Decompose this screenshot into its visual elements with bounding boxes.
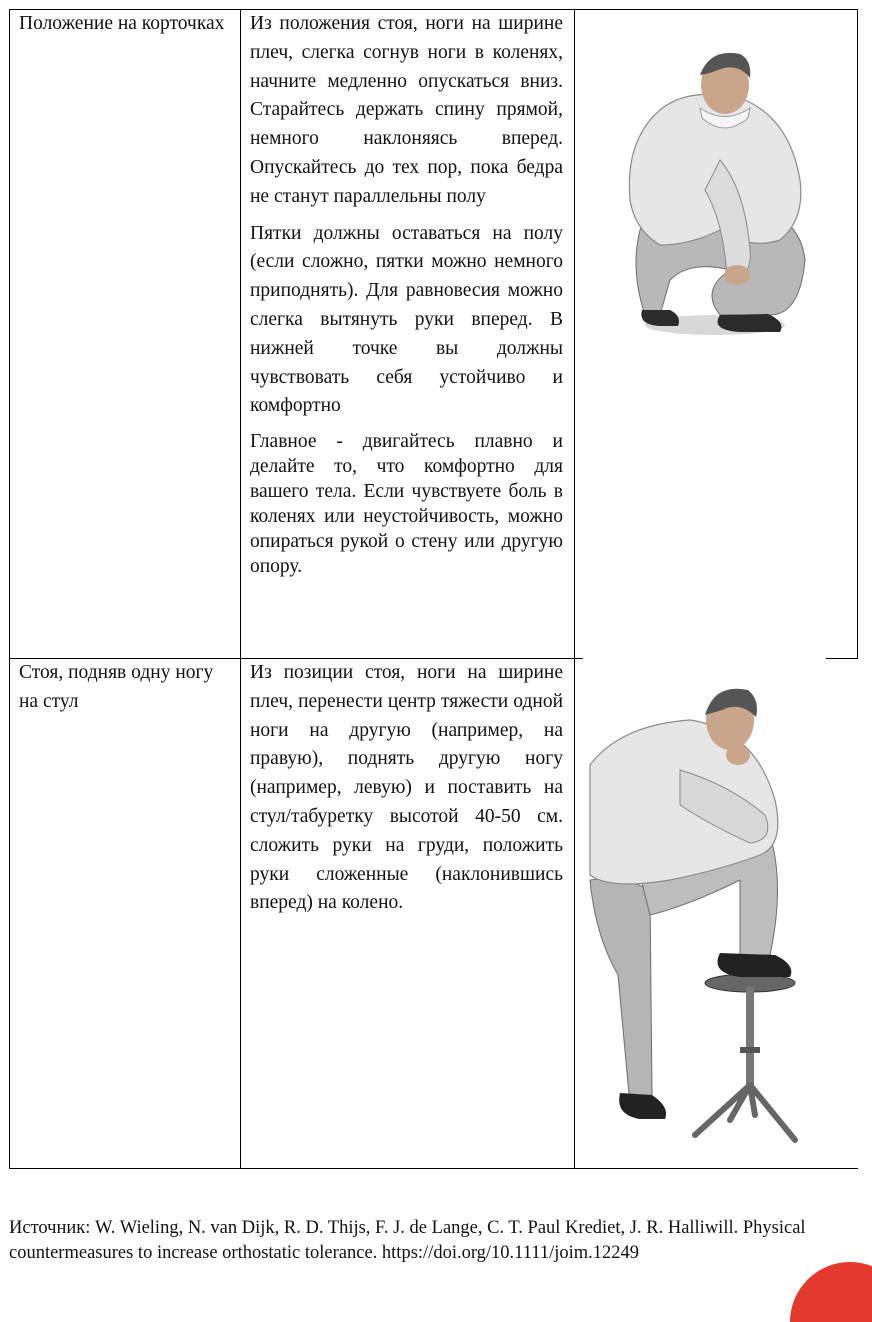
description-paragraph: Из положения стоя, ноги на ширине плеч, слегка согнув ноги в коленях, начните медленно опускаться вниз. Старайтесь держать спину прямой, немного наклоняясь вперед. Опускайтесь до тех пор, пока бедра не станут параллельны полу xyxy=(250,13,563,207)
table-border-bottom xyxy=(9,1168,858,1169)
description-paragraph: Пятки должны оставаться на полу (если сложно, пятки можно немного приподнять). Для равновесия можно слегка вытянуть руки вперед. В нижней точке вы должны чувствовать себя устойчиво и комфортно xyxy=(250,222,563,417)
squatting-man-photo xyxy=(600,30,830,340)
man-foot-on-stool-photo xyxy=(580,675,820,1155)
table-border-right xyxy=(857,9,858,659)
source-line-2: countermeasures to increase orthostatic tolerance. https://doi.org/10.1111/joim.12249 xyxy=(9,1243,640,1263)
table-row-divider-right xyxy=(826,658,858,659)
table-border-col3 xyxy=(574,9,575,1169)
exercise-name-foot-on-chair: Стоя, подняв одну ногу на стул xyxy=(19,662,214,712)
source-citation xyxy=(9,1216,872,1266)
exercise-description-foot-on-chair xyxy=(250,659,563,918)
table-border-left xyxy=(9,9,10,1169)
exercise-name-squat: Положение на корточках xyxy=(19,13,225,34)
red-corner-shape xyxy=(790,1262,872,1322)
table-border-col2 xyxy=(240,9,241,1169)
source-line-1: Источник: W. Wieling, N. van Dijk, R. D. Thijs, F. J. de Lange, C. T. Paul Krediet, J. R. Halliwill. Physical xyxy=(9,1218,806,1238)
description-paragraph: Главное - двигайтесь плавно и делайте то, что комфортно для вашего тела. Если чувствуете боль в коленях или неустойчивость, можно опираться рукой о стену или другую опору. xyxy=(250,431,563,578)
exercise-description-squat xyxy=(250,10,563,579)
description-paragraph: Из позиции стоя, ноги на ширине плеч, перенести центр тяжести одной ноги на другую (например, на правую), поднять другую ногу (например, левую) и поставить на стул/табуретку высотой 40-50 см. сложить руки на груди, положить руки сложенные (наклонившись вперед) на колено. xyxy=(250,662,563,914)
